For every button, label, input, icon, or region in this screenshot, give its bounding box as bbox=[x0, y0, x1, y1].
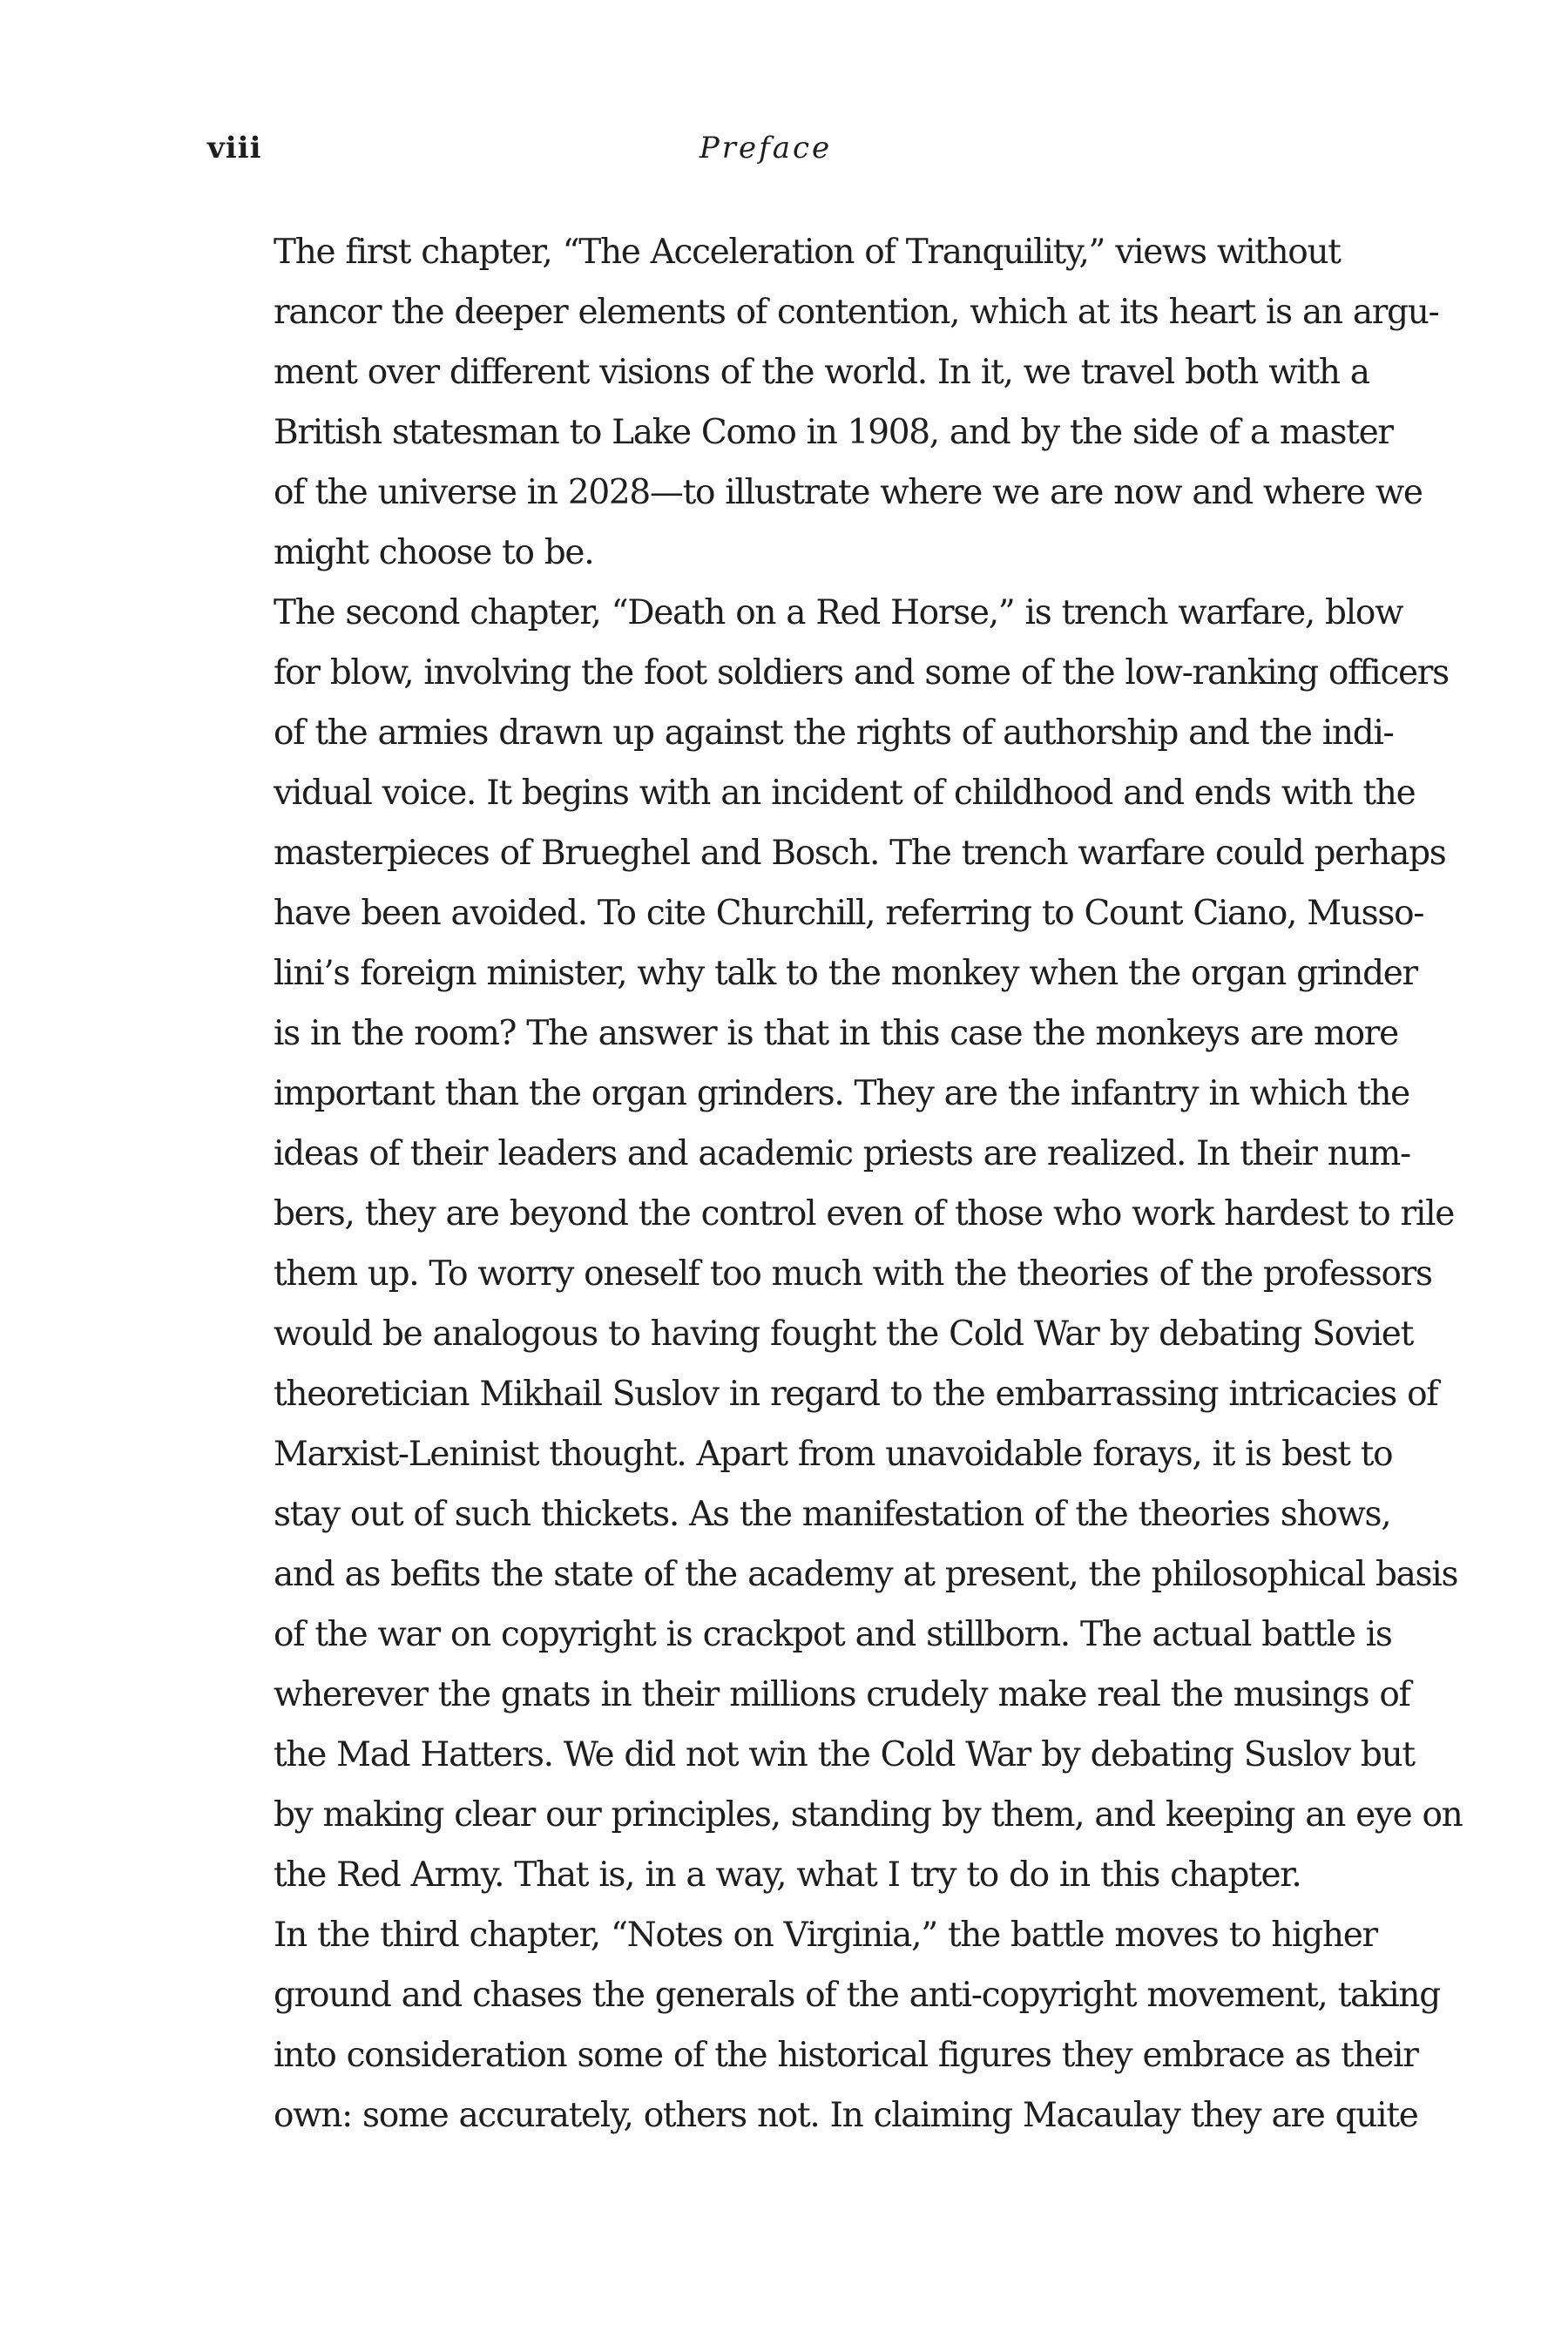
text-line: have been avoided. To cite Churchill, referring to Count Ciano, Musso- bbox=[274, 894, 1424, 933]
text-line: bers, they are beyond the control even of those who work hardest to rile bbox=[274, 1194, 1455, 1233]
body-text bbox=[207, 222, 1463, 2146]
text-line: might choose to be. bbox=[274, 533, 594, 572]
paragraph-chapter-one bbox=[207, 222, 1439, 583]
text-line: would be analogous to having fought the Cold War by debating Soviet bbox=[274, 1315, 1413, 1354]
text-line: the Mad Hatters. We did not win the Cold War by debating Suslov but bbox=[274, 1735, 1415, 1774]
text-line: is in the room? The answer is that in this case the monkeys are more bbox=[274, 1014, 1398, 1053]
paragraph-chapter-two bbox=[207, 583, 1463, 1905]
text-line: The first chapter, “The Acceleration of Tranquility,” views without bbox=[274, 233, 1341, 272]
text-line: Marxist-Leninist thought. Apart from unavoidable forays, it is best to bbox=[274, 1435, 1393, 1474]
text-line: theoretician Mikhail Suslov in regard to the embarrassing intricacies of bbox=[274, 1375, 1438, 1414]
text-line: British statesman to Lake Como in 1908, and by the side of a master bbox=[274, 413, 1393, 452]
text-line: important than the organ grinders. They are the infantry in which the bbox=[274, 1074, 1409, 1113]
text-line: lini’s foreign minister, why talk to the monkey when the organ grinder bbox=[274, 954, 1417, 993]
text-line: stay out of such thickets. As the manifestation of the theories shows, bbox=[274, 1495, 1391, 1534]
text-line: into consideration some of the historical figures they embrace as their bbox=[274, 2036, 1418, 2075]
text-line: and as befits the state of the academy at present, the philosophical basis bbox=[274, 1555, 1458, 1594]
text-line: of the universe in 2028—to illustrate where we are now and where we bbox=[274, 473, 1423, 512]
text-line: for blow, involving the foot soldiers and some of the low-ranking officers bbox=[274, 653, 1449, 693]
paragraph-chapter-three bbox=[207, 1905, 1440, 2146]
running-head bbox=[207, 131, 1324, 174]
text-line: masterpieces of Brueghel and Bosch. The trench warfare could perhaps bbox=[274, 834, 1446, 873]
text-line: In the third chapter, “Notes on Virginia,” the battle moves to higher bbox=[274, 1916, 1377, 1955]
text-line: own: some accurately, others not. In claiming Macaulay they are quite bbox=[274, 2096, 1418, 2135]
text-line: by making clear our principles, standing by them, and keeping an eye on bbox=[274, 1795, 1463, 1835]
text-line: them up. To worry oneself too much with the theories of the professors bbox=[274, 1254, 1432, 1294]
text-line: the Red Army. That is, in a way, what I try to do in this chapter. bbox=[274, 1855, 1301, 1895]
page-number: viii bbox=[207, 131, 262, 166]
text-line: The second chapter, “Death on a Red Horse,” is trench warfare, blow bbox=[274, 593, 1403, 632]
running-title: Preface bbox=[699, 131, 833, 166]
text-line: ground and chases the generals of the anti-copyright movement, taking bbox=[274, 1976, 1440, 2015]
text-line: wherever the gnats in their millions crudely make real the musings of bbox=[274, 1675, 1410, 1714]
text-line: rancor the deeper elements of contention, which at its heart is an argu- bbox=[274, 293, 1439, 332]
text-line: ment over different visions of the world. In it, we travel both with a bbox=[274, 353, 1369, 392]
text-line: ideas of their leaders and academic priests are realized. In their num- bbox=[274, 1134, 1410, 1173]
text-line: vidual voice. It begins with an incident of childhood and ends with the bbox=[274, 774, 1416, 813]
text-line: of the armies drawn up against the rights of authorship and the indi- bbox=[274, 713, 1394, 753]
text-line: of the war on copyright is crackpot and stillborn. The actual battle is bbox=[274, 1615, 1392, 1654]
